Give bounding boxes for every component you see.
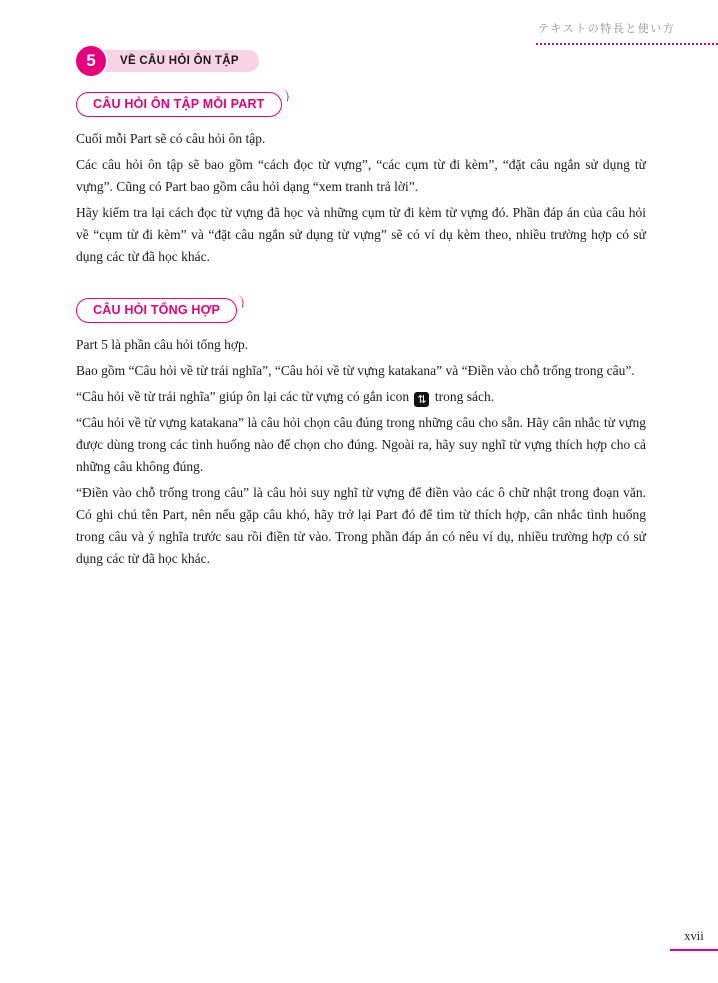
main-content <box>76 92 646 574</box>
section-heading <box>76 46 259 76</box>
page-footer <box>670 929 718 951</box>
paragraph <box>76 386 646 408</box>
page-header-title: テキストの特長と使い方 <box>538 23 676 35</box>
page-number: xvii <box>684 929 704 943</box>
paragraph-text: trong sách. <box>431 389 495 404</box>
paragraph-text: “Câu hỏi về từ trái nghĩa” giúp ôn lại các từ vựng có gắn icon <box>76 389 413 404</box>
page-header <box>536 20 718 45</box>
paragraph: “Câu hỏi về từ vựng katakana” là câu hỏi chọn câu đúng trong những câu cho sẵn. Hãy cân nhắc từ vựng được dùng trong các tình huống nào để chọn cho đúng. Ngoài ra, hãy suy nghĩ từ vựng thích hợp cho cả những câu không đúng. <box>76 415 646 474</box>
subsection-heading-label: CÂU HỎI ÔN TẬP MỖI PART <box>93 97 265 111</box>
paragraph: Các câu hỏi ôn tập sẽ bao gồm “cách đọc từ vựng”, “các cụm từ đi kèm”, “đặt câu ngắn sử dụng từ vựng”. Cũng có Part bao gồm câu hỏi dạng “xem tranh trả lời”. <box>76 157 646 194</box>
paragraph: Cuối mỗi Part sẽ có câu hỏi ôn tập. <box>76 131 266 146</box>
subsection-heading-label: CÂU HỎI TỔNG HỢP <box>93 303 221 317</box>
paragraph: Part 5 là phần câu hỏi tổng hợp. <box>76 337 249 352</box>
paragraph: Bao gồm “Câu hỏi về từ trái nghĩa”, “Câu hỏi về từ vựng katakana” và “Điền vào chỗ trống trong câu”. <box>76 363 635 378</box>
section-title-pill: VỀ CÂU HỎI ÔN TẬP <box>92 50 259 72</box>
section-number-badge: 5 <box>76 46 106 76</box>
subsection-heading-general-questions <box>76 298 237 323</box>
subsection-heading-review-per-part <box>76 92 282 117</box>
paragraph: Hãy kiểm tra lại cách đọc từ vựng đã học và những cụm từ đi kèm từ vựng đó. Phần đáp án của câu hỏi về “cụm từ đi kèm” và “đặt câu ngắn sử dụng từ vựng” sẽ có ví dụ kèm theo, nhiều trường hợp có sử dụng các từ đã học khác. <box>76 205 646 264</box>
swap-arrows-icon: ⇅ <box>414 392 429 407</box>
paragraph: “Điền vào chỗ trống trong câu” là câu hỏi suy nghĩ từ vựng để điền vào các ô chữ nhật trong đoạn văn. Có ghi chú tên Part, nên nếu gặp câu khó, hãy trở lại Part đó để tìm từ thích hợp, cân nhắc tình huống trong câu và ý nghĩa trước sau rồi điền từ vào. Trong phần đáp án có nêu ví dụ, nhiều trường hợp có sử dụng các từ đã học khác. <box>76 485 646 566</box>
